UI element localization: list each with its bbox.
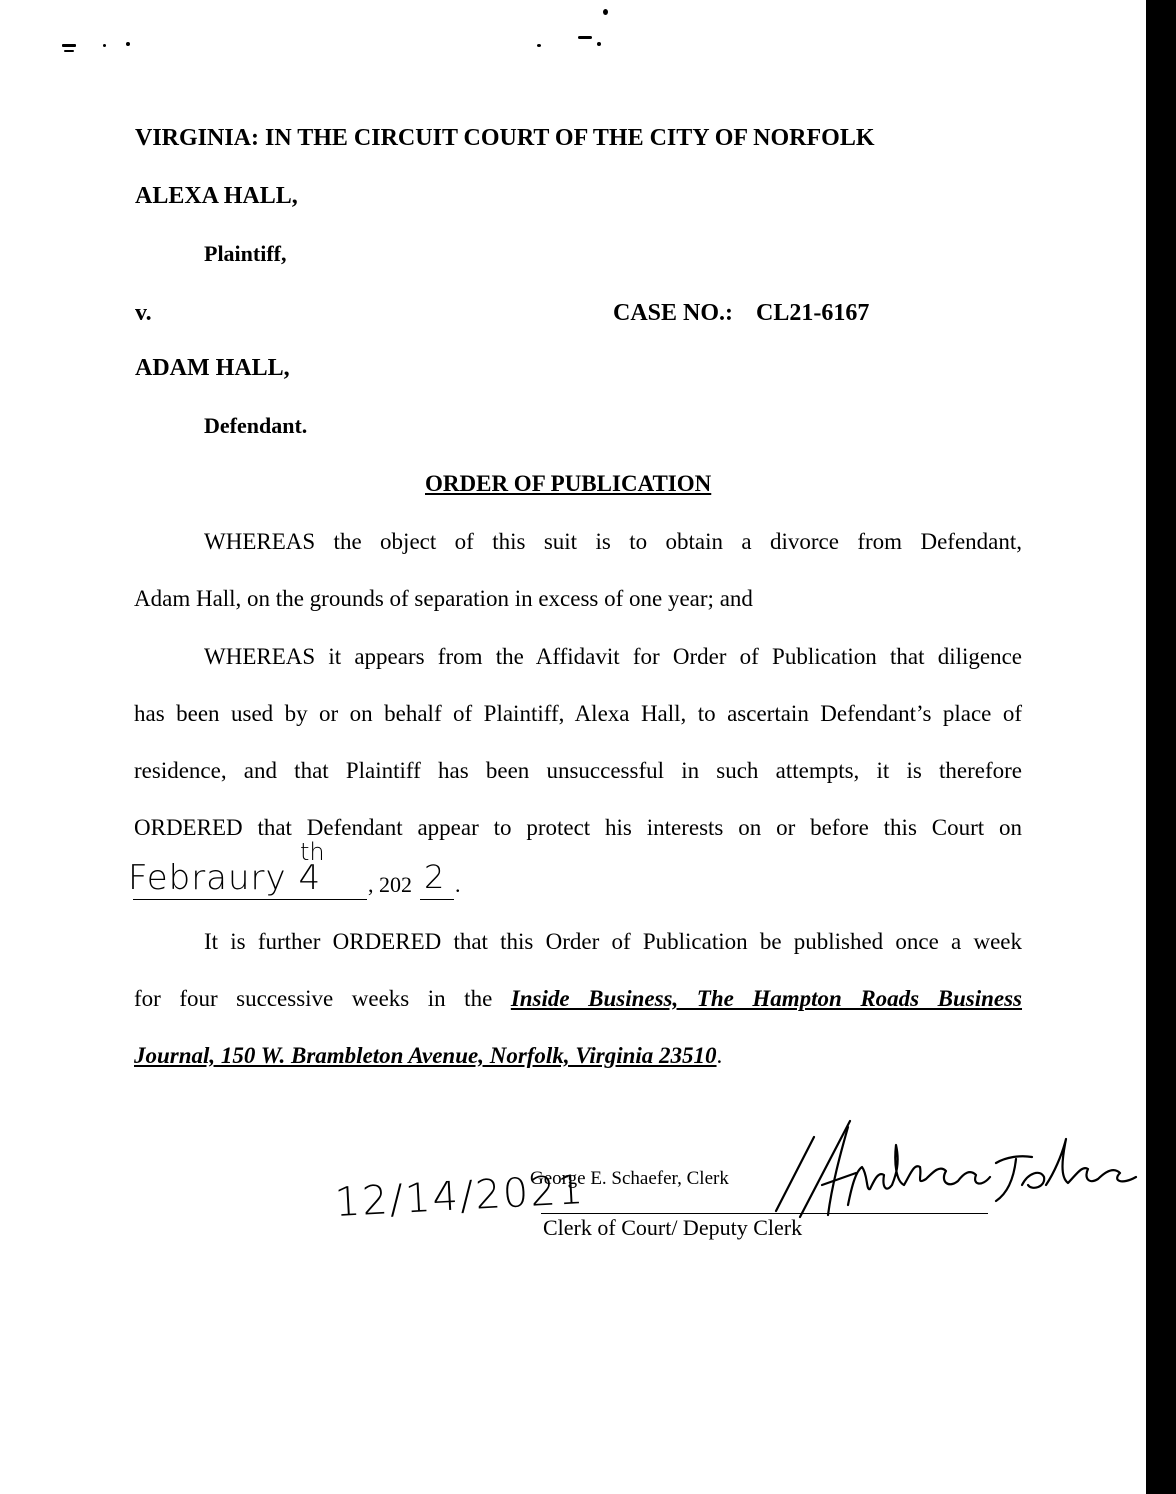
handwritten-hearing-date: Febraury 4 (128, 858, 322, 898)
scan-speck (103, 44, 106, 47)
paragraph-line: It is further ORDERED that this Order of Publication be published once a week (204, 929, 1022, 954)
paragraph-line-publication (134, 986, 1022, 1012)
plaintiff-name: ALEXA HALL, (135, 183, 298, 209)
publication-intro: for four successive weeks in the (134, 986, 493, 1011)
handwritten-signature-date: 12/14/2021 (333, 1166, 587, 1226)
year-prefix: , 202 (368, 872, 412, 897)
paragraph-line: WHEREAS the object of this suit is to obtain a divorce from Defendant, (204, 529, 1022, 554)
clerk-title: Clerk of Court/ Deputy Clerk (543, 1215, 803, 1240)
clerk-name: George E. Schaefer, Clerk (530, 1168, 729, 1189)
case-number-label: CASE NO.: (613, 300, 734, 326)
versus-label: v. (135, 300, 152, 326)
document-title: ORDER OF PUBLICATION (425, 471, 712, 496)
address-end-period: . (716, 1043, 723, 1068)
publication-address: Journal, 150 W. Brambleton Avenue, Norfolk, Virginia 23510 (134, 1043, 717, 1068)
defendant-name: ADAM HALL, (135, 355, 290, 381)
date-blank-line (133, 898, 367, 900)
year-blank-line (420, 898, 454, 900)
paragraph-line: has been used by or on behalf of Plaintiff, Alexa Hall, to ascertain Defendant’s place of (134, 701, 1022, 726)
scan-speck (578, 36, 592, 39)
scan-speck (603, 9, 608, 15)
scan-edge-bar (1146, 0, 1176, 1494)
publication-name: Inside Business, The Hampton Roads Business (510, 986, 1023, 1011)
handwritten-signature (770, 1115, 1140, 1225)
paragraph-line: ORDERED that Defendant appear to protect his interests on or before this Court on (134, 815, 1022, 840)
case-number: CL21-6167 (756, 300, 870, 326)
scan-speck (62, 44, 76, 47)
scan-speck (537, 44, 541, 47)
scan-speck (597, 42, 601, 46)
scan-speck (64, 50, 74, 52)
paragraph-line: WHEREAS it appears from the Affidavit for Order of Publication that diligence (204, 644, 1022, 669)
paragraph-line: Adam Hall, on the grounds of separation in excess of one year; and (134, 586, 753, 611)
year-end-period: . (455, 872, 461, 897)
plaintiff-role: Plaintiff, (204, 241, 287, 266)
paragraph-line: residence, and that Plaintiff has been unsuccessful in such attempts, it is therefore (134, 758, 1022, 783)
scan-speck (126, 42, 130, 46)
defendant-role: Defendant. (204, 413, 308, 438)
handwritten-date-superscript: th (300, 838, 325, 866)
court-header: VIRGINIA: IN THE CIRCUIT COURT OF THE CITY OF NORFOLK (135, 125, 875, 151)
handwritten-year-digit: 2 (424, 858, 445, 896)
paragraph-line-address (134, 1043, 722, 1069)
